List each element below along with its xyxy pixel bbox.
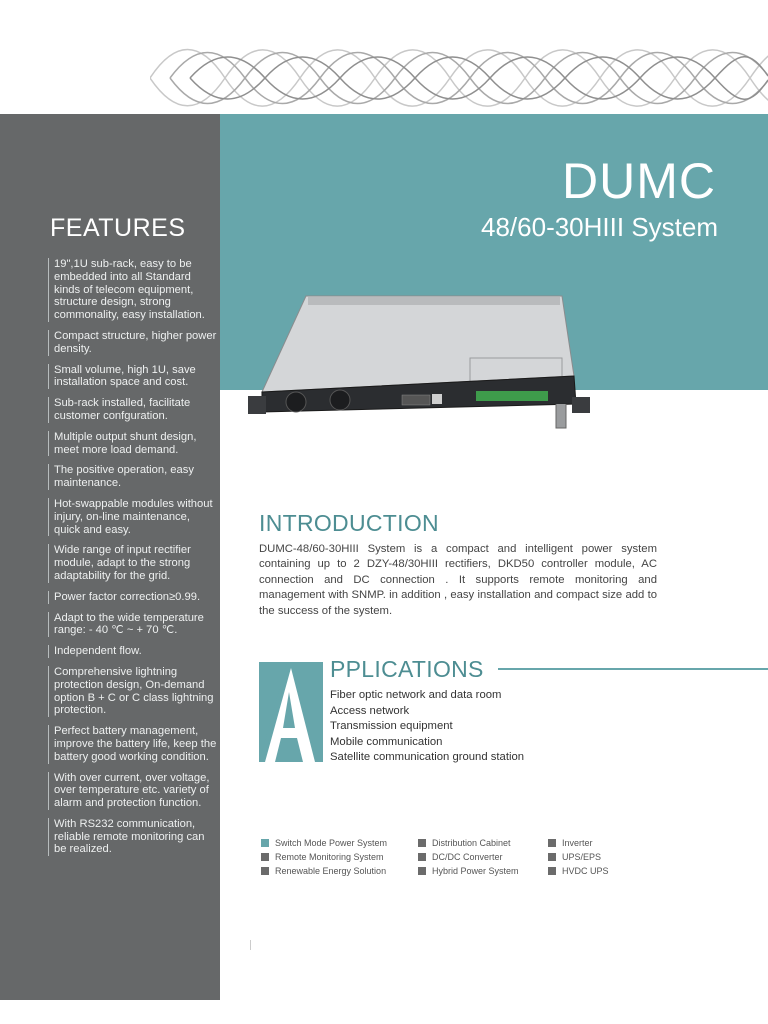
introduction-text: DUMC-48/60-30HIII System is a compact and intelligent power system containing up to 2 DZY-48/30HIII rectifiers, DKD50 controller module, AC connection and DC connection . It supports remote monitoring and management with SNMP. in addition , easy installation and compact size add to the success of the system.: [259, 543, 657, 617]
category-column: [418, 836, 519, 878]
square-bullet-icon: [418, 853, 426, 861]
introduction-heading: INTRODUCTION: [259, 510, 439, 536]
square-bullet-icon: [548, 867, 556, 875]
category-item: [548, 864, 609, 878]
feature-item: With over current, over voltage, over temperature etc. variety of alarm and protection function.: [48, 772, 218, 810]
application-item: Fiber optic network and data room: [330, 689, 502, 701]
applications-heading: PPLICATIONS: [330, 656, 484, 682]
feature-item: The positive operation, easy maintenance.: [48, 464, 218, 490]
category-label: Remote Monitoring System: [275, 852, 384, 862]
features-list: [48, 258, 218, 864]
category-label: Hybrid Power System: [432, 866, 519, 876]
applications-list: [330, 688, 524, 766]
square-bullet-icon: [548, 853, 556, 861]
feature-item: With RS232 communication, reliable remote monitoring can be realized.: [48, 818, 218, 856]
product-image: [244, 292, 594, 442]
application-item: Satellite communication ground station: [330, 751, 525, 763]
category-label: Switch Mode Power System: [275, 838, 388, 848]
feature-item: Independent flow.: [48, 645, 218, 658]
feature-item: Power factor correction≥0.99.: [48, 591, 218, 604]
category-label: Distribution Cabinet: [432, 838, 511, 848]
square-bullet-icon: [418, 867, 426, 875]
product-title: DUMC: [562, 153, 716, 209]
category-item: [548, 836, 609, 850]
feature-item: Hot-swappable modules without injury, on-line maintenance, quick and easy.: [48, 498, 218, 536]
applications-divider: [498, 668, 768, 670]
feature-item: Adapt to the wide temperature range: - 40 ℃ ~ + 70 ℃.: [48, 612, 218, 638]
category-label: DC/DC Converter: [432, 852, 503, 862]
category-label: UPS/EPS: [562, 852, 602, 862]
feature-item: Sub-rack installed, facilitate customer confguration.: [48, 397, 218, 423]
feature-item: Multiple output shunt design, meet more load demand.: [48, 431, 218, 457]
divider-mark: [250, 940, 251, 950]
features-heading: FEATURES: [50, 214, 186, 242]
category-item: [418, 836, 519, 850]
category-label: HVDC UPS: [562, 866, 609, 876]
application-item: Mobile communication: [330, 735, 443, 748]
category-column: [261, 836, 387, 878]
applications-initial-graphic: [259, 662, 323, 762]
application-item: Transmission equipment: [330, 720, 453, 732]
feature-item: Perfect battery management, improve the battery life, keep the battery good working condition.: [48, 725, 218, 763]
feature-item: 19",1U sub-rack, easy to be embedded into all Standard kinds of telecom equipment, structure design, strong commonality, easy installation.: [48, 258, 218, 322]
feature-item: Small volume, high 1U, save installation space and cost.: [48, 364, 218, 390]
square-bullet-icon: [548, 839, 556, 847]
product-subtitle: 48/60-30HIII System: [481, 212, 718, 242]
feature-item: Wide range of input rectifier module, adapt to the strong adaptability for the grid.: [48, 544, 218, 582]
category-label: Inverter: [562, 838, 593, 848]
square-bullet-icon: [261, 853, 269, 861]
square-bullet-icon: [418, 839, 426, 847]
category-item: [261, 850, 387, 864]
category-item: [548, 850, 609, 864]
square-bullet-icon: [261, 867, 269, 875]
teal-square-bullet-icon: [261, 839, 269, 847]
category-item: [418, 864, 519, 878]
category-item: [418, 850, 519, 864]
wave-decoration: [150, 40, 768, 115]
category-item: [261, 836, 387, 850]
category-column: [548, 836, 609, 878]
category-item: [261, 864, 387, 878]
feature-item: Compact structure, higher power density.: [48, 330, 218, 356]
category-label: Renewable Energy Solution: [275, 866, 387, 876]
feature-item: Comprehensive lightning protection design, On-demand option B + C or C class lightning protection.: [48, 666, 218, 717]
application-item: Access network: [330, 704, 410, 717]
